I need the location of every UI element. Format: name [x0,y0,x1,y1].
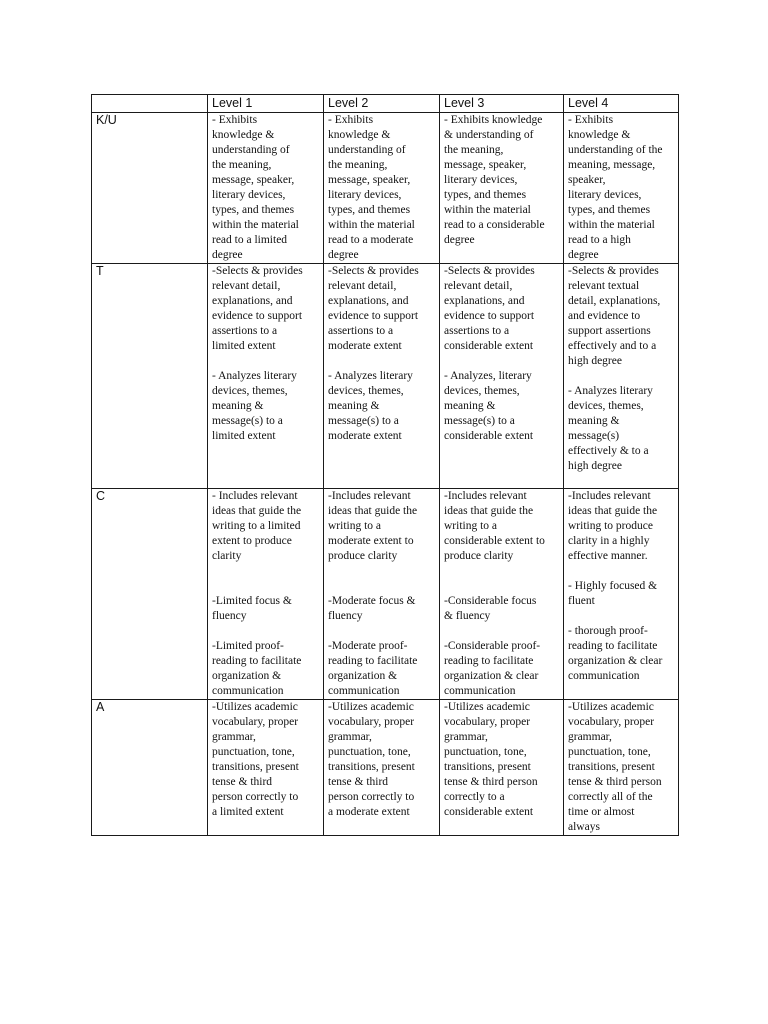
descriptor-cell [208,489,324,700]
level-1-header: Level 1 [208,95,324,113]
descriptor-text: - thorough proof- reading to facilitate organization & clear communication [568,625,663,682]
descriptor-cell [440,489,564,700]
descriptor-cell [564,489,679,700]
criterion-label: A [92,700,208,836]
descriptor-cell [208,113,324,264]
descriptor-text: -Selects & provides relevant textual detail, explanations, and evidence to support assertions effectively and to a high degree [568,265,661,367]
descriptor-text: - Analyzes literary devices, themes, meaning & message(s) to a moderate extent [328,370,413,442]
descriptor-cell [208,700,324,836]
descriptor-text: - Exhibits knowledge & understanding of the meaning, message, speaker, literary devices, types, and themes within the material read to a high degree [568,114,663,261]
descriptor-cell [564,700,679,836]
descriptor-text: - Exhibits knowledge & understanding of the meaning, message, speaker, literary devices, types, and themes within the material read to a moderate degree [328,114,415,261]
descriptor-cell [440,700,564,836]
level-2-header: Level 2 [324,95,440,113]
descriptor-text: - Includes relevant ideas that guide the writing to a limited extent to produce clarity [212,490,302,562]
level-4-header: Level 4 [564,95,679,113]
descriptor-text: - Analyzes literary devices, themes, meaning & message(s) effectively & to a high degree [568,385,653,472]
corner-cell [92,95,208,113]
descriptor-text: - Analyzes, literary devices, themes, meaning & message(s) to a considerable extent [444,370,534,442]
descriptor-text: -Includes relevant ideas that guide the writing to produce clarity in a highly effective manner. [568,490,658,562]
descriptor-text: -Considerable proof- reading to facilitate organization & clear communication [444,640,541,697]
descriptor-text: - Exhibits knowledge & understanding of the meaning, message, speaker, literary devices, types, and themes within the material read to a considerable degree [444,114,545,246]
rubric-row-ku [92,113,679,264]
header-row [92,95,679,113]
rubric-table [91,94,679,836]
criterion-label: K/U [92,113,208,264]
descriptor-cell [440,113,564,264]
descriptor-text: -Utilizes academic vocabulary, proper grammar, punctuation, tone, transitions, present tense & third person correctly all of the time or almost always [568,701,662,833]
criterion-label: T [92,264,208,489]
descriptor-text: -Moderate focus & fluency [328,595,416,622]
descriptor-text: -Includes relevant ideas that guide the writing to a moderate extent to produce clarity [328,490,418,562]
descriptor-text: -Limited focus & fluency [212,595,292,622]
descriptor-text: - Analyzes literary devices, themes, meaning & message(s) to a limited extent [212,370,297,442]
descriptor-cell [324,700,440,836]
descriptor-cell [324,113,440,264]
descriptor-text: -Utilizes academic vocabulary, proper grammar, punctuation, tone, transitions, present tense & third person correctly to a considerable extent [444,701,538,818]
descriptor-text: -Selects & provides relevant detail, explanations, and evidence to support assertions to a considerable extent [444,265,535,352]
descriptor-cell [324,264,440,489]
descriptor-text: -Considerable focus & fluency [444,595,537,622]
criterion-label: C [92,489,208,700]
descriptor-text: -Limited proof- reading to facilitate organization & communication [212,640,302,697]
rubric-row-a [92,700,679,836]
descriptor-cell [564,113,679,264]
rubric-row-t [92,264,679,489]
descriptor-text: -Includes relevant ideas that guide the writing to a considerable extent to produce clarity [444,490,545,562]
descriptor-text: -Utilizes academic vocabulary, proper grammar, punctuation, tone, transitions, present tense & third person correctly to a moderate extent [328,701,415,818]
descriptor-text: -Utilizes academic vocabulary, proper grammar, punctuation, tone, transitions, present tense & third person correctly to a limited extent [212,701,299,818]
descriptor-cell [324,489,440,700]
descriptor-text: - Exhibits knowledge & understanding of the meaning, message, speaker, literary devices, types, and themes within the material read to a limited degree [212,114,299,261]
descriptor-text: -Moderate proof- reading to facilitate organization & communication [328,640,418,697]
descriptor-text: -Selects & provides relevant detail, explanations, and evidence to support assertions to a limited extent [212,265,303,352]
descriptor-text: - Highly focused & fluent [568,580,658,607]
descriptor-cell [208,264,324,489]
descriptor-text: -Selects & provides relevant detail, explanations, and evidence to support assertions to a moderate extent [328,265,419,352]
level-3-header: Level 3 [440,95,564,113]
descriptor-cell [564,264,679,489]
rubric-row-c [92,489,679,700]
descriptor-cell [440,264,564,489]
